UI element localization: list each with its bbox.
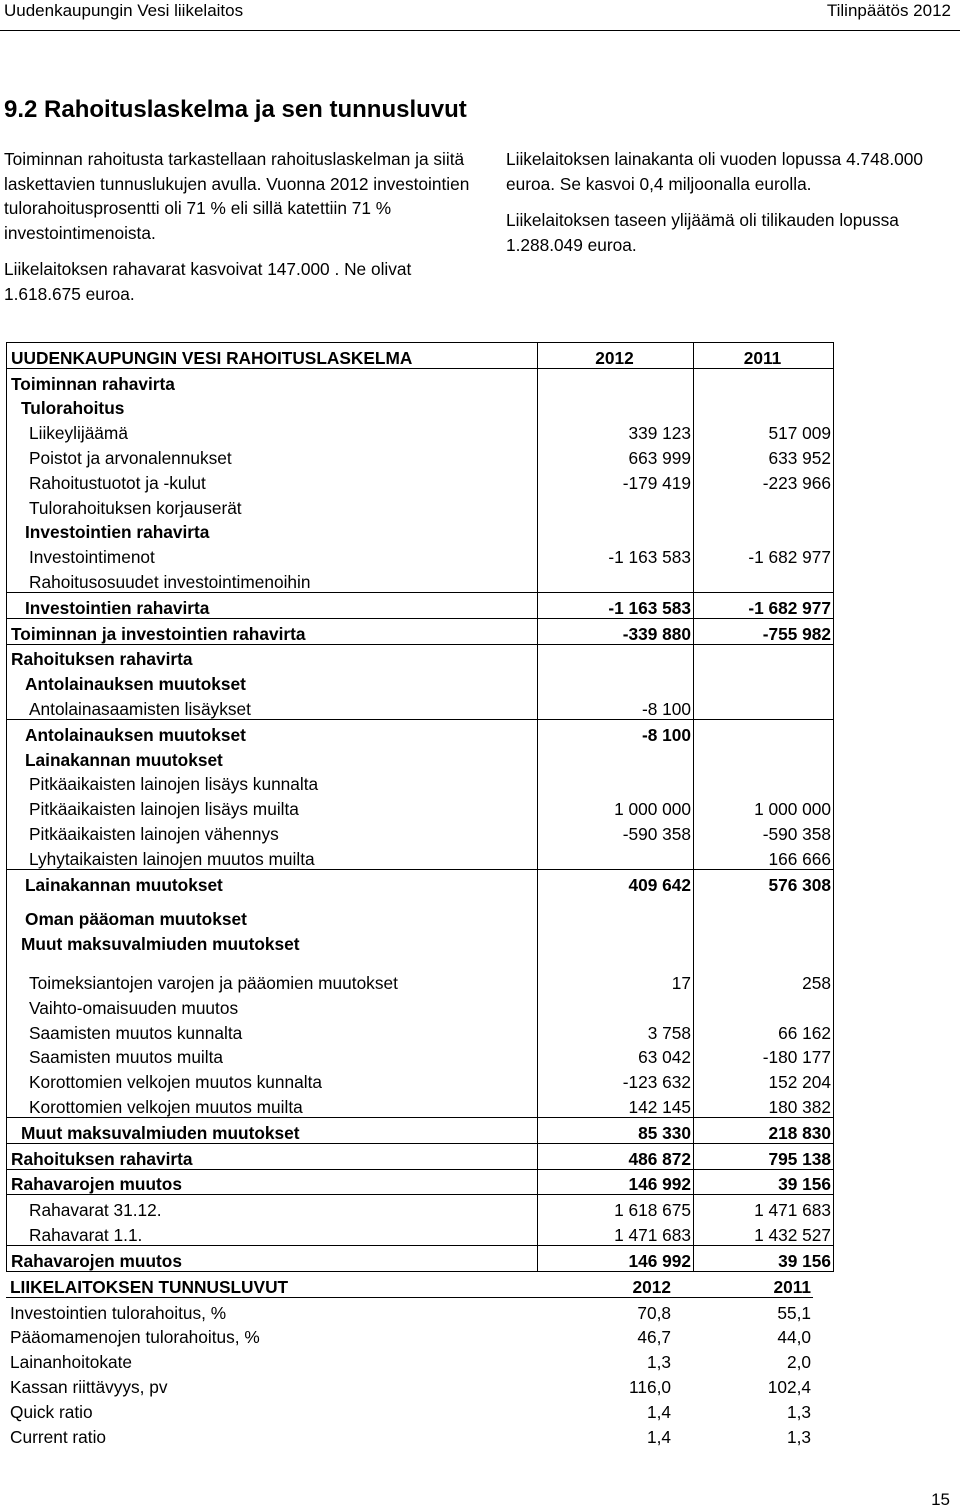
paragraph: Toiminnan rahoitusta tarkastellaan rahoituslaskelman ja siitä laskettavien tunnuslukujen avulla. Vuonna 2012 investointien tulorahoitusprosentti oli 71 % eli sillä katettiin 71 % investointimenoista. — [4, 149, 470, 243]
table-row: Pitkäaikaisten lainojen lisäys kunnalta — [7, 770, 834, 795]
header-document-title: Tilinpäätös 2012 — [826, 1, 951, 20]
table-row: Vaihto-omaisuuden muutos — [7, 993, 834, 1018]
table-row: Oman pääoman muutokset — [7, 905, 834, 930]
table-row: Korottomien velkojen muutos muilta 142 145 180 382 — [7, 1092, 834, 1117]
table-row: Kassan riittävyys, pv 116,0 102,4 — [10, 1376, 811, 1397]
table-header-row — [6, 1272, 813, 1297]
paragraph: Liikelaitoksen rahavarat kasvoivat 147.000 . Ne olivat 1.618.675 euroa. — [4, 259, 412, 304]
table-row: Investointien tulorahoitus, % 70,8 55,1 — [10, 1302, 811, 1323]
table-row: Tulorahoituksen korjauserät — [7, 493, 834, 518]
spacer-row — [7, 895, 834, 905]
table-row: Pitkäaikaisten lainojen lisäys muilta 1 000 000 1 000 000 — [7, 794, 834, 819]
table-row: Rahoitustuotot ja -kulut -179 419 -223 966 — [7, 468, 834, 493]
table-row: Muut maksuvalmiuden muutokset — [7, 929, 834, 954]
year-header: 2012 — [538, 343, 694, 369]
page-header — [0, 0, 960, 31]
table-row: Rahavarojen muutos 146 992 39 156 — [7, 1169, 834, 1195]
table-row: Antolainasaamisten lisäykset -8 100 — [7, 694, 834, 719]
kpi-table — [6, 1272, 813, 1447]
table-row: Saamisten muutos muilta 63 042 -180 177 — [7, 1043, 834, 1068]
left-text-column — [4, 147, 474, 318]
cashflow-table — [6, 342, 834, 1272]
table-row: Lyhytaikaisten lainojen muutos muilta 166 666 — [7, 844, 834, 869]
table-row: Korottomien velkojen muutos kunnalta -123 632 152 204 — [7, 1067, 834, 1092]
page-number: 15 — [931, 1490, 950, 1509]
table-row: Toiminnan ja investointien rahavirta -339 880 -755 982 — [7, 618, 834, 644]
year-header: 2012 — [518, 1272, 673, 1297]
table-row: Rahoituksen rahavirta — [7, 644, 834, 669]
paragraph: Liikelaitoksen lainakanta oli vuoden lopussa 4.748.000 euroa. Se kasvoi 0,4 miljoonalla eurolla. — [506, 149, 923, 194]
table-row: Saamisten muutos kunnalta 3 758 66 162 — [7, 1018, 834, 1043]
spacer-row — [7, 954, 834, 968]
table-row: Antolainauksen muutokset -8 100 — [7, 719, 834, 744]
table-row: Current ratio 1,4 1,3 — [10, 1426, 811, 1447]
table-row: Quick ratio 1,4 1,3 — [10, 1401, 811, 1422]
table-row: Poistot ja arvonalennukset 663 999 633 952 — [7, 443, 834, 468]
table-title: UUDENKAUPUNGIN VESI RAHOITUSLASKELMA — [7, 343, 538, 369]
table-row: Investointien rahavirta — [7, 518, 834, 543]
header-organization: Uudenkaupungin Vesi liikelaitos — [4, 1, 244, 20]
table-row: Pitkäaikaisten lainojen vähennys -590 358 -590 358 — [7, 819, 834, 844]
year-header: 2011 — [673, 1272, 813, 1297]
table-row: Lainakannan muutokset — [7, 745, 834, 770]
table-row: Liikeylijäämä 339 123 517 009 — [7, 418, 834, 443]
table-row: Muut maksuvalmiuden muutokset 85 330 218 830 — [7, 1117, 834, 1143]
table-row: Rahavarat 1.1. 1 471 683 1 432 527 — [7, 1220, 834, 1245]
table-row: Rahavarojen muutos 146 992 39 156 — [7, 1245, 834, 1271]
table-row: Rahavarat 31.12. 1 618 675 1 471 683 — [7, 1195, 834, 1220]
table-title: LIIKELAITOKSEN TUNNUSLUVUT — [6, 1272, 518, 1297]
table-row: Tulorahoitus — [7, 394, 834, 419]
table-row: Pääomamenojen tulorahoitus, % 46,7 44,0 — [10, 1327, 811, 1348]
table-header-row — [7, 343, 834, 369]
table-row: Rahoitusosuudet investointimenoihin — [7, 567, 834, 592]
paragraph: Liikelaitoksen taseen ylijäämä oli tilikauden lopussa 1.288.049 euroa. — [506, 210, 899, 255]
section-title: 9.2 Rahoituslaskelma ja sen tunnusluvut — [4, 96, 467, 123]
table-row: Toimeksiantojen varojen ja pääomien muutokset 17 258 — [7, 968, 834, 993]
table-row: Lainanhoitokate 1,3 2,0 — [10, 1352, 811, 1373]
right-text-column — [506, 147, 946, 269]
table-row: Toiminnan rahavirta — [7, 368, 834, 393]
table-row: Investointimenot -1 163 583 -1 682 977 — [7, 542, 834, 567]
table-row: Investointien rahavirta -1 163 583 -1 682 977 — [7, 592, 834, 618]
year-header: 2011 — [694, 343, 834, 369]
table-row: Rahoituksen rahavirta 486 872 795 138 — [7, 1143, 834, 1169]
table-row: Antolainauksen muutokset — [7, 669, 834, 694]
table-row: Lainakannan muutokset 409 642 576 308 — [7, 869, 834, 894]
